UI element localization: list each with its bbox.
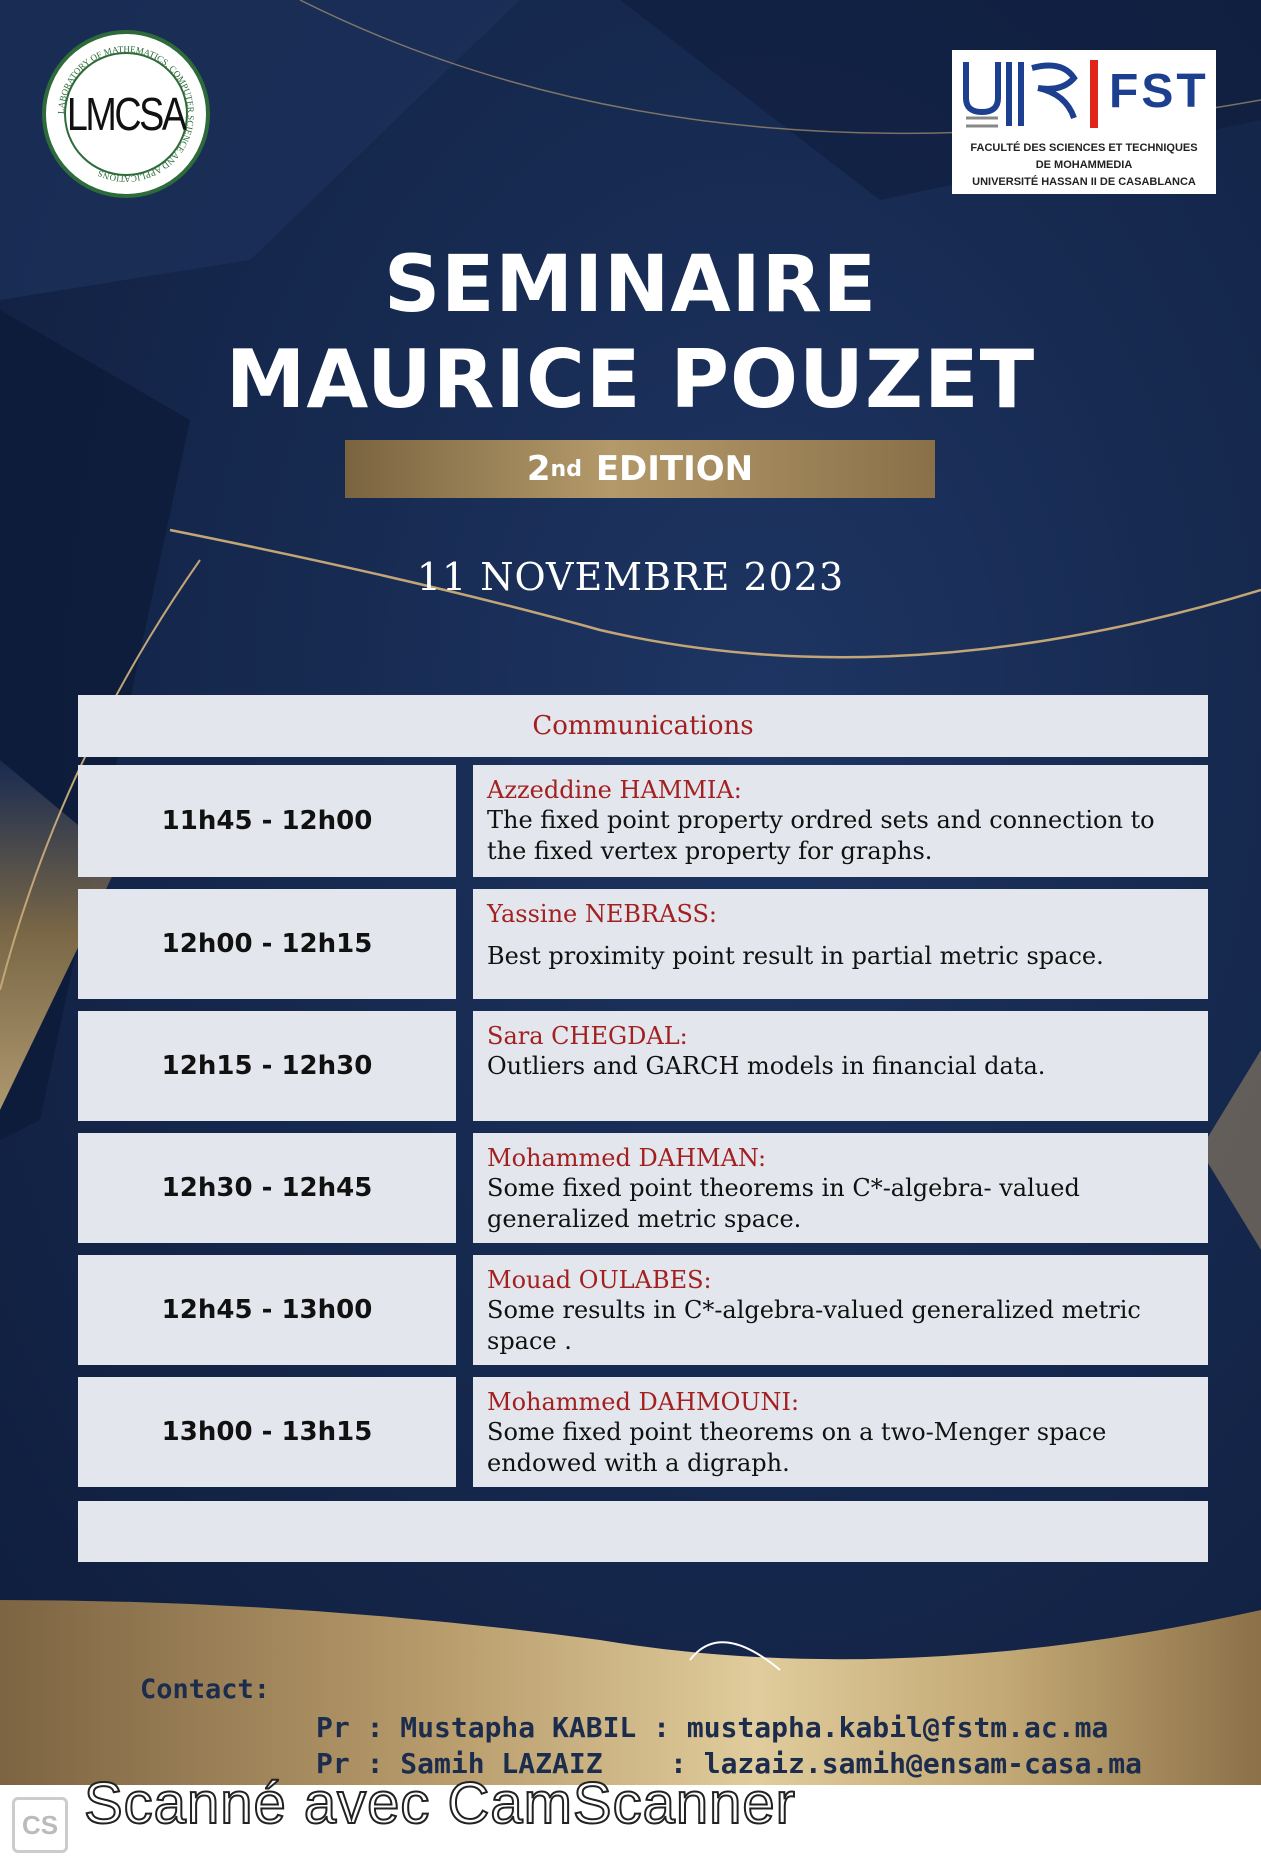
time-slot: 12h45 - 13h00 — [78, 1255, 456, 1365]
time-slot: 12h15 - 12h30 — [78, 1011, 456, 1121]
fst-caption — [952, 140, 1216, 191]
fst-brand: FST — [1109, 65, 1209, 118]
svg-text:LABORATORY OF MATHEMATICS, COM: LABORATORY OF MATHEMATICS, COMPUTER SCIENCE AND APPLICATIONS — [55, 43, 197, 185]
time-slot: 11h45 - 12h00 — [78, 765, 456, 877]
talk-title: Outliers and GARCH models in financial data. — [487, 1052, 1046, 1080]
time-slot: 13h00 - 13h15 — [78, 1377, 456, 1487]
fst-caption-line: DE MOHAMMEDIA — [1035, 159, 1133, 171]
title-line-1: SEMINAIRE — [383, 240, 878, 330]
talk-title: The fixed point property ordred sets and connection to the fixed vertex property for graphs. — [487, 806, 1155, 865]
contact-label: Contact: — [140, 1674, 271, 1705]
communications-heading: Communications — [78, 695, 1208, 757]
speaker-name: Yassine NEBRASS: — [487, 900, 717, 928]
event-date: 11 NOVEMBRE 2023 — [416, 555, 845, 599]
speaker-name: Mohammed DAHMOUNI: — [487, 1388, 800, 1416]
talk-entry — [473, 1011, 1208, 1121]
contact-line: Pr : Samih LAZAIZ : lazaiz.samih@ensam-casa.ma — [316, 1747, 1143, 1780]
lmcsa-inner-circle — [64, 52, 188, 176]
time-slot: 12h30 - 12h45 — [78, 1133, 456, 1243]
fst-red-divider — [1090, 60, 1098, 128]
lmcsa-logo — [42, 30, 210, 198]
talk-entry — [473, 889, 1208, 999]
lmcsa-acronym: LMCSA — [67, 88, 185, 140]
edition-number: 2 — [526, 449, 551, 489]
camscanner-icon: CS — [12, 1797, 68, 1853]
university-emblem-icon — [962, 58, 1082, 130]
talk-title: Some fixed point theorems on a two-Menger space endowed with a digraph. — [487, 1418, 1107, 1477]
time-slot: 12h00 - 12h15 — [78, 889, 456, 999]
contact-line: Pr : Mustapha KABIL : mustapha.kabil@fstm.ac.ma — [316, 1711, 1109, 1744]
scanner-watermark: Scanné avec CamScanner — [84, 1771, 796, 1836]
speaker-name: Sara CHEGDAL: — [487, 1022, 688, 1050]
edition-banner — [345, 440, 935, 498]
talk-entry — [473, 765, 1208, 877]
talk-title: Some results in C*-algebra-valued generalized metric space . — [487, 1296, 1141, 1355]
talk-entry — [473, 1255, 1208, 1365]
edition-suffix: nd — [550, 456, 582, 482]
fst-caption-line: UNIVERSITÉ HASSAN II DE CASABLANCA — [972, 176, 1196, 188]
speaker-name: Azzeddine HAMMIA: — [487, 776, 742, 804]
gold-side-shape — [1200, 1050, 1261, 1250]
speaker-name: Mohammed DAHMAN: — [487, 1144, 767, 1172]
speaker-name: Mouad OULABES: — [487, 1266, 712, 1294]
talk-title: Some fixed point theorems in C*-algebra- valued generalized metric space. — [487, 1174, 1080, 1233]
fst-caption-line: FACULTÉ DES SCIENCES ET TECHNIQUES — [970, 142, 1198, 154]
talk-entry — [473, 1133, 1208, 1243]
talk-entry — [473, 1377, 1208, 1487]
edition-word: EDITION — [595, 449, 754, 489]
talk-title: Best proximity point result in partial metric space. — [487, 942, 1104, 970]
fst-logo — [952, 50, 1216, 194]
empty-table-row — [78, 1501, 1208, 1562]
title-line-2: MAURICE POUZET — [225, 333, 1036, 426]
